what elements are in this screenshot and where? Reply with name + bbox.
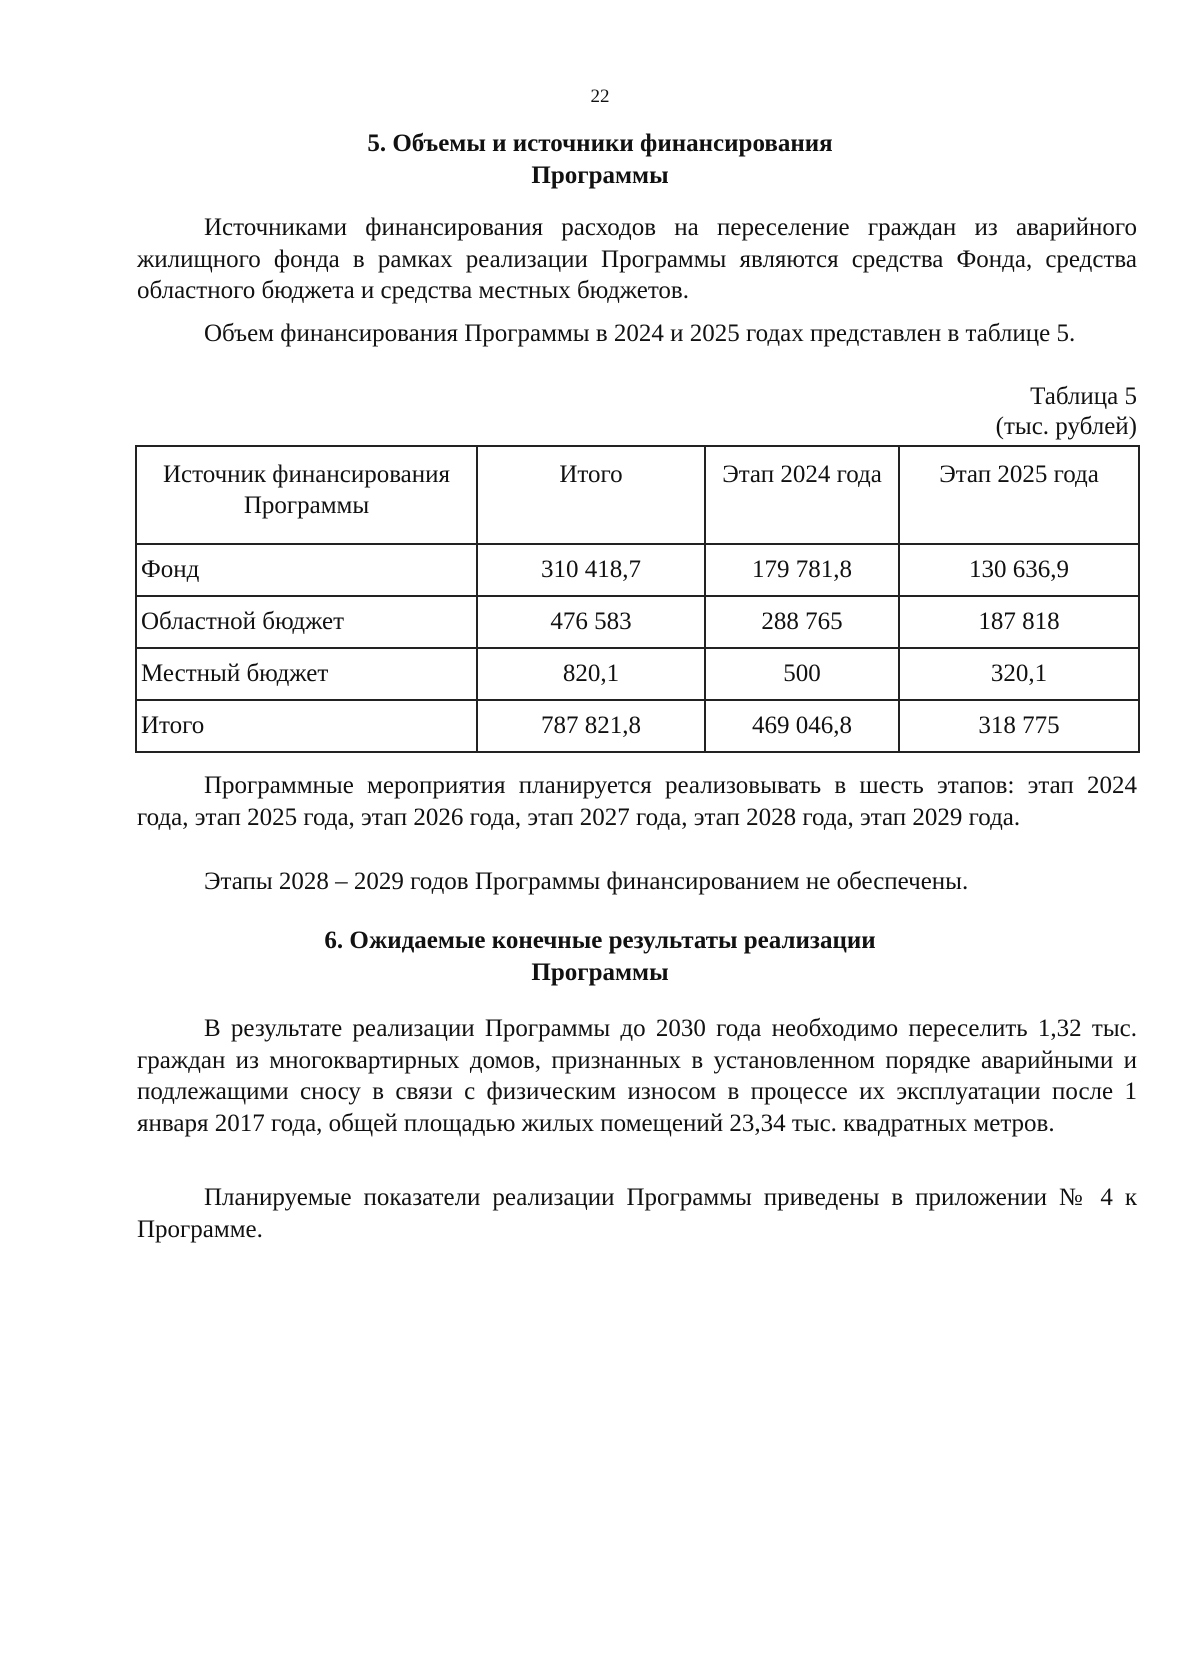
cell-2024: 469 046,8 — [705, 700, 899, 752]
header-stage-2024: Этап 2024 года — [705, 446, 899, 544]
cell-total: 787 821,8 — [477, 700, 705, 752]
cell-2024: 288 765 — [705, 596, 899, 648]
section-6-paragraph-1: В результате реализации Программы до 2030 года необходимо переселить 1,32 тыс. граждан из многоквартирных домов, признанных в установленном порядке аварийными и подлежащими сносу в связи с физическим износом в процессе их эксплуатации после 1 января 2017 года, общей площадью жилых помещений 23,34 тыс. квадратных метров. — [137, 1015, 1137, 1137]
header-source: Источник финансирования Программы — [136, 446, 477, 544]
table-header-row — [136, 446, 1139, 544]
table-5-units: (тыс. рублей) — [995, 413, 1137, 440]
cell-2025: 318 775 — [899, 700, 1139, 752]
cell-source: Областной бюджет — [136, 596, 477, 648]
section-6-title-line-2: Программы — [531, 959, 669, 986]
section-5-paragraph-2: Объем финансирования Программы в 2024 и 2025 годах представлен в таблице 5. — [204, 320, 1076, 347]
cell-total: 820,1 — [477, 648, 705, 700]
section-5-title-line-1: 5. Объемы и источники финансирования — [367, 130, 833, 157]
table-row — [136, 700, 1139, 752]
cell-2025: 130 636,9 — [899, 544, 1139, 596]
table-row — [136, 648, 1139, 700]
cell-2024: 179 781,8 — [705, 544, 899, 596]
cell-source: Итого — [136, 700, 477, 752]
section-5-paragraph-1: Источниками финансирования расходов на переселение граждан из аварийного жилищного фонда в рамках реализации Программы являются средства Фонда, средства областного бюджета и средства местных бюджетов. — [137, 214, 1137, 304]
section-5-title-line-2: Программы — [531, 162, 669, 189]
section-6-paragraph-2: Планируемые показатели реализации Программы приведены в приложении № 4 к Программе. — [137, 1184, 1137, 1243]
header-total: Итого — [477, 446, 705, 544]
table-row — [136, 596, 1139, 648]
header-stage-2025: Этап 2025 года — [899, 446, 1139, 544]
table-5-caption: Таблица 5 — [1030, 383, 1137, 410]
section-5-heading — [0, 128, 1200, 192]
cell-source: Местный бюджет — [136, 648, 477, 700]
cell-source: Фонд — [136, 544, 477, 596]
cell-total: 476 583 — [477, 596, 705, 648]
cell-2024: 500 — [705, 648, 899, 700]
stages-paragraph: Программные мероприятия планируется реализовывать в шесть этапов: этап 2024 года, этап 2025 года, этап 2026 года, этап 2027 года, этап 2028 года, этап 2029 года. — [137, 772, 1137, 831]
table-row — [136, 544, 1139, 596]
unfunded-stages-paragraph: Этапы 2028 – 2029 годов Программы финансированием не обеспечены. — [204, 868, 969, 895]
section-6-heading — [0, 925, 1200, 989]
page-number: 22 — [590, 86, 610, 107]
section-6-title-line-1: 6. Ожидаемые конечные результаты реализации — [324, 927, 876, 954]
cell-2025: 187 818 — [899, 596, 1139, 648]
financing-table — [135, 445, 1140, 753]
cell-total: 310 418,7 — [477, 544, 705, 596]
cell-2025: 320,1 — [899, 648, 1139, 700]
